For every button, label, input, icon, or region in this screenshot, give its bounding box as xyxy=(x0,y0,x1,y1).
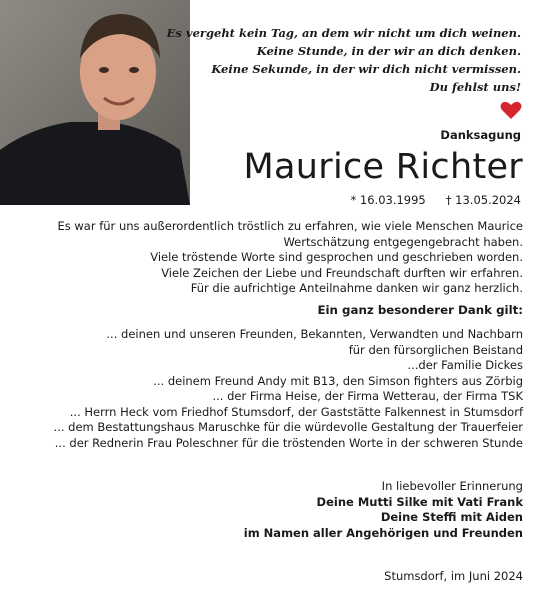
signature-line: Deine Steffi mit Aiden xyxy=(380,510,523,524)
text-line: Wertschätzung entgegengebracht haben. xyxy=(283,234,523,249)
thanks-line: für den fürsorglichen Beistand xyxy=(348,342,523,357)
death-date: † 13.05.2024 xyxy=(445,193,521,207)
poem-line: Es vergeht kein Tag, an dem wir nicht um dich weinen. xyxy=(166,26,521,40)
special-thanks-title: Ein ganz besonderer Dank gilt: xyxy=(317,303,523,317)
poem xyxy=(167,24,521,96)
signature-block xyxy=(244,479,523,541)
text-line: Viele Zeichen der Liebe und Freundschaft durften wir erfahren. xyxy=(161,265,523,280)
memory-intro: In liebevoller Erinnerung xyxy=(381,479,523,493)
thanks-line: ...der Familie Dickes xyxy=(407,358,523,372)
birth-date: * 16.03.1995 xyxy=(350,193,426,207)
thanks-line: ... der Rednerin Frau Poleschner für die tröstenden Worte in der schweren Stunde xyxy=(54,435,523,450)
signature-line: im Namen aller Angehörigen und Freunden xyxy=(243,525,523,540)
portrait-image xyxy=(0,0,190,205)
text-line: Viele tröstende Worte sind gesprochen und geschrieben worden. xyxy=(150,250,523,264)
heading: Danksagung xyxy=(440,128,521,142)
thanks-line: ... der Firma Heise, der Firma Wetterau, der Firma TSK xyxy=(212,389,523,403)
text-line: Für die aufrichtige Anteilnahme danken wir ganz herzlich. xyxy=(190,281,523,295)
intro-text xyxy=(57,219,523,297)
place-date: Stumsdorf, im Juni 2024 xyxy=(384,569,523,583)
thanks-line: ... deinem Freund Andy mit B13, den Simson fighters aus Zörbig xyxy=(153,373,523,388)
life-dates xyxy=(351,193,522,207)
poem-line: Du fehlst uns! xyxy=(429,80,521,94)
portrait-photo xyxy=(0,0,190,205)
poem-line: Keine Stunde, in der wir an dich denken. xyxy=(256,44,521,58)
thanks-line: ... deinen und unseren Freunden, Bekannten, Verwandten und Nachbarn xyxy=(106,327,523,341)
text-line: Es war für uns außerordentlich tröstlich zu erfahren, wie viele Menschen Maurice xyxy=(57,219,523,233)
thanks-list xyxy=(54,327,523,451)
poem-line: Keine Sekunde, in der wir dich nicht vermissen. xyxy=(211,62,521,76)
heart-icon xyxy=(500,101,522,124)
thanks-line: ... Herrn Heck vom Friedhof Stumsdorf, der Gaststätte Falkennest in Stumsdorf xyxy=(69,404,523,419)
deceased-name: Maurice Richter xyxy=(243,147,523,187)
signature-line: Deine Mutti Silke mit Vati Frank xyxy=(316,494,523,509)
thanks-line: ... dem Bestattungshaus Maruschke für die würdevolle Gestaltung der Trauerfeier xyxy=(53,420,523,434)
